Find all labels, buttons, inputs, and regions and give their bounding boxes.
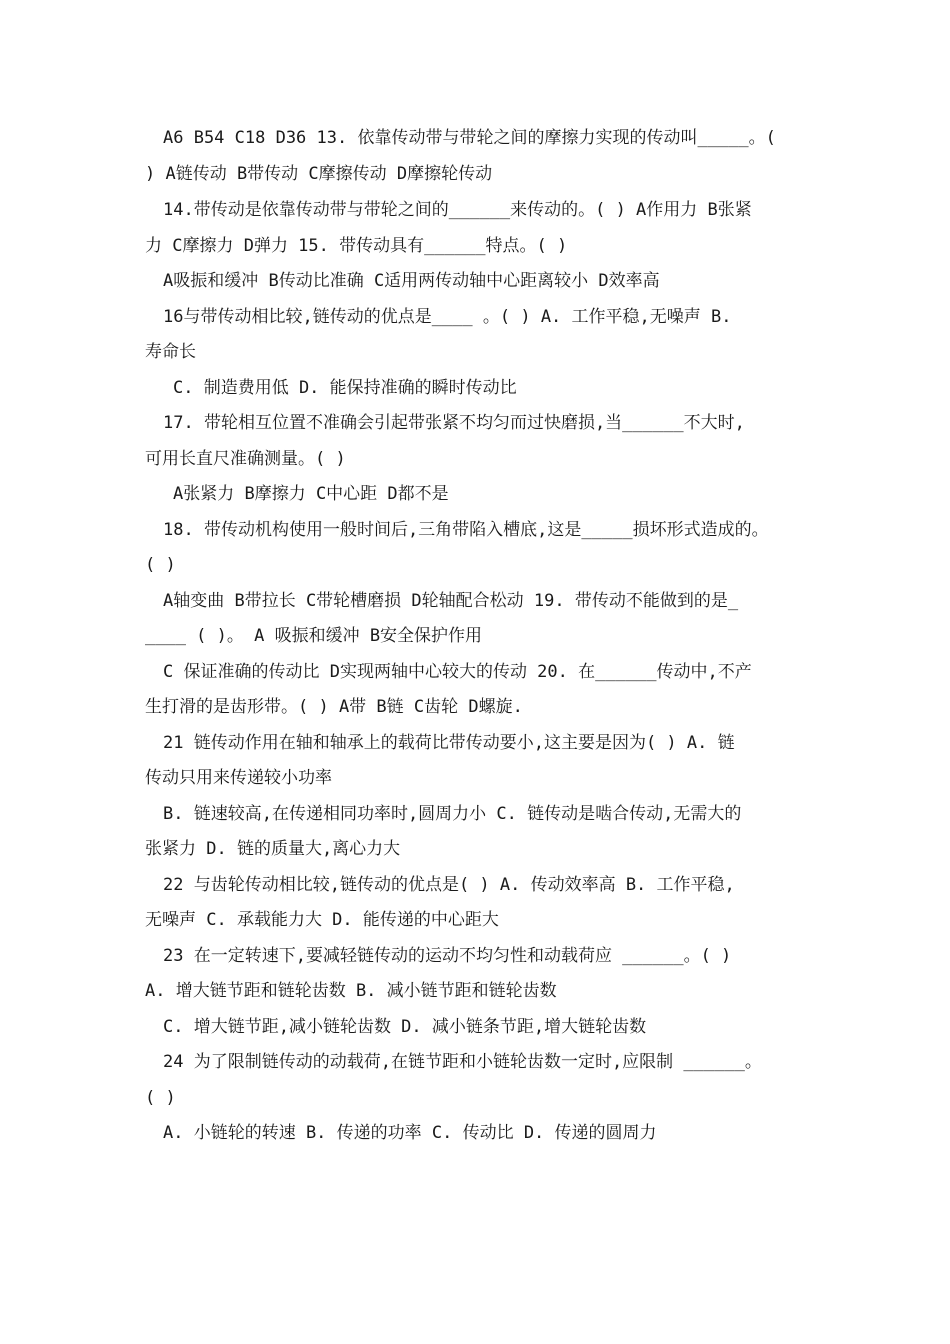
text-line: ( )	[145, 1088, 176, 1108]
text-line: ____ ( )。 A 吸振和缓冲 B安全保护作用	[145, 626, 483, 646]
text-line: A张紧力 B摩擦力 C中心距 D都不是	[173, 484, 449, 504]
text-line: A. 增大链节距和链轮齿数 B. 减小链节距和链轮齿数	[145, 981, 557, 1001]
text-line: 力 C摩擦力 D弹力 15. 带传动具有______特点。( )	[145, 236, 568, 256]
text-line: A. 小链轮的转速 B. 传递的功率 C. 传动比 D. 传递的圆周力	[163, 1123, 657, 1143]
text-line: 24 为了限制链传动的动载荷,在链节距和小链轮齿数一定时,应限制 ______。	[163, 1052, 762, 1072]
text-line: B. 链速较高,在传递相同功率时,圆周力小 C. 链传动是啮合传动,无需大的	[163, 804, 742, 824]
text-line: 无噪声 C. 承载能力大 D. 能传递的中心距大	[145, 910, 499, 930]
text-line: A吸振和缓冲 B传动比准确 C适用两传动轴中心距离较小 D效率高	[163, 271, 660, 291]
text-line: A6 B54 C18 D36 13. 依靠传动带与带轮之间的摩擦力实现的传动叫_____。(	[163, 128, 776, 148]
text-line: 21 链传动作用在轴和轴承上的载荷比带传动要小,这主要是因为( ) A. 链	[163, 733, 735, 753]
text-line: C. 增大链节距,减小链轮齿数 D. 减小链条节距,增大链轮齿数	[163, 1017, 647, 1037]
text-line: 14.带传动是依靠传动带与带轮之间的______来传动的。( ) A作用力 B张紧	[163, 200, 752, 220]
text-line: C. 制造费用低 D. 能保持准确的瞬时传动比	[173, 378, 517, 398]
text-line: 17. 带轮相互位置不准确会引起带张紧不均匀而过快磨损,当______不大时,	[163, 413, 745, 433]
text-line: 16与带传动相比较,链传动的优点是____ 。( ) A. 工作平稳,无噪声 B.	[163, 307, 732, 327]
text-line: 张紧力 D. 链的质量大,离心力大	[145, 839, 401, 859]
text-line: 18. 带传动机构使用一般时间后,三角带陷入槽底,这是_____损坏形式造成的。	[163, 520, 769, 540]
text-line: 22 与齿轮传动相比较,链传动的优点是( ) A. 传动效率高 B. 工作平稳,	[163, 875, 735, 895]
text-line: 23 在一定转速下,要减轻链传动的运动不均匀性和动载荷应 ______。( )	[163, 946, 732, 966]
text-line: 寿命长	[145, 342, 196, 362]
text-line: 生打滑的是齿形带。( ) A带 B链 C齿轮 D螺旋.	[145, 697, 523, 717]
text-line: 可用长直尺准确测量。( )	[145, 449, 346, 469]
text-line: ) A链传动 B带传动 C摩擦传动 D摩擦轮传动	[145, 164, 493, 184]
text-line: A轴变曲 B带拉长 C带轮槽磨损 D轮轴配合松动 19. 带传动不能做到的是_	[163, 591, 739, 611]
text-line: C 保证准确的传动比 D实现两轴中心较大的传动 20. 在______传动中,不产	[163, 662, 752, 682]
text-line: 传动只用来传递较小功率	[145, 768, 332, 788]
text-line: ( )	[145, 555, 176, 575]
